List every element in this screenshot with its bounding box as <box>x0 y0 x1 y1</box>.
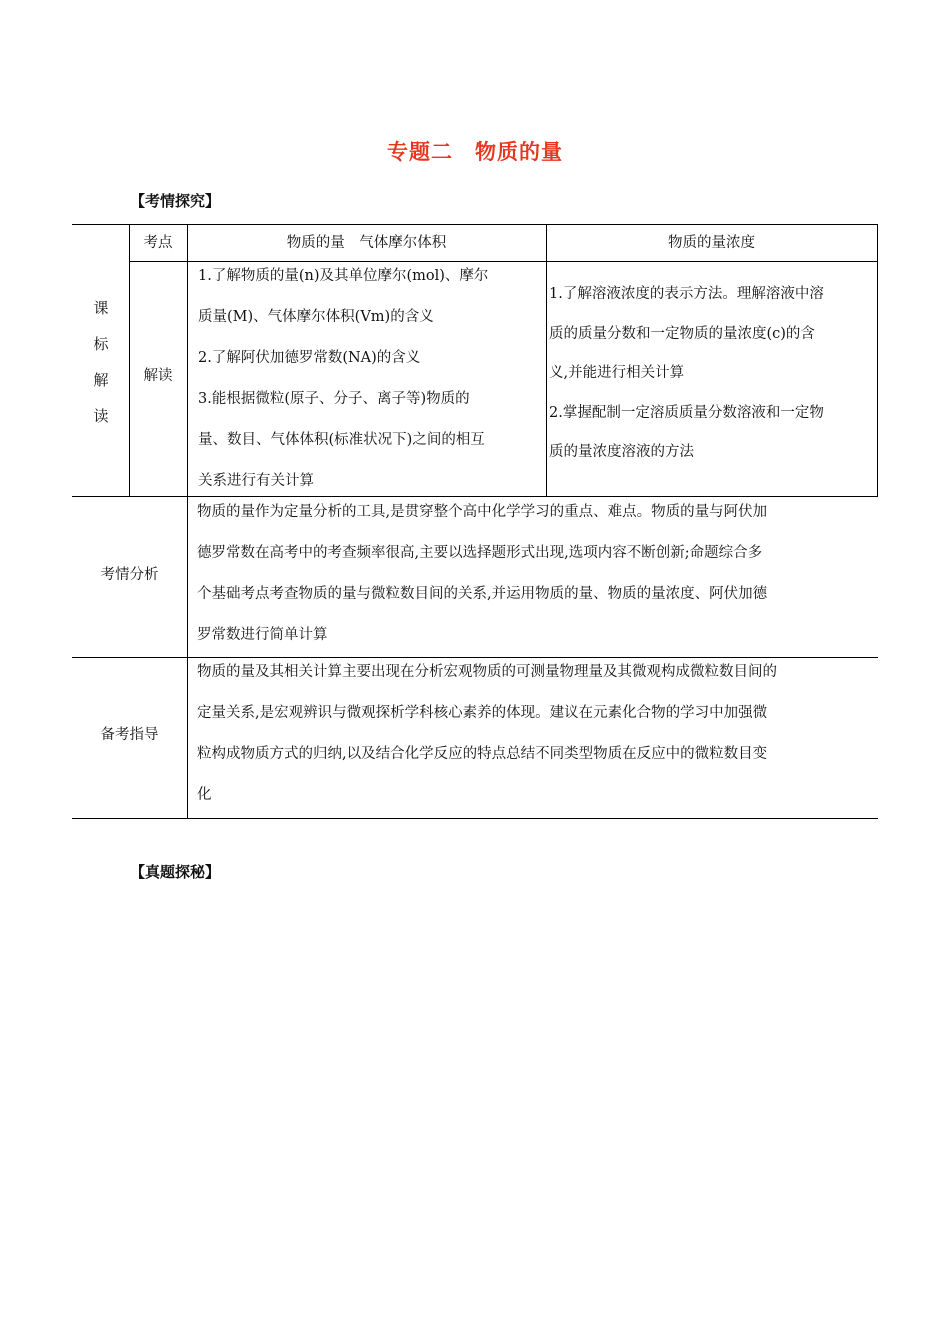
text-line: 3.能根据微粒(原子、分子、离子等)物质的 <box>198 391 470 407</box>
group-label-char: 标 <box>93 335 109 353</box>
text-line: 个基础考点考查物质的量与微粒数目间的关系,并运用物质的量、物质的量浓度、阿伏加德 <box>197 586 768 602</box>
text-line: 1.了解溶液浓度的表示方法。理解溶液中溶 <box>549 286 824 302</box>
text-line: 2.掌握配制一定溶质质量分数溶液和一定物 <box>549 404 824 421</box>
group-label-curriculum-interpretation <box>81 290 121 434</box>
text-line: 质的量浓度溶液的方法 <box>549 444 694 460</box>
table-column-divider <box>187 224 188 818</box>
row-label-exam-analysis: 考情分析 <box>100 567 159 583</box>
page-title: 专题二 物质的量 <box>387 140 563 164</box>
row-label-interpretation: 解读 <box>143 368 173 384</box>
text-line: 物质的量作为定量分析的工具,是贯穿整个高中化学学习的重点、难点。物质的量与阿伏加 <box>197 504 768 520</box>
text-line: 关系进行有关计算 <box>198 473 314 489</box>
section-heading-exam-exploration: 【考情探究】 <box>130 192 221 210</box>
text-line: 粒构成物质方式的归纳,以及结合化学反应的特点总结不同类型物质在反应中的微粒数目变 <box>197 746 768 762</box>
interpretation-col1-text <box>198 256 544 502</box>
section-heading-real-questions: 【真题探秘】 <box>130 863 221 881</box>
row-label-study-guide: 备考指导 <box>100 727 159 743</box>
header-kaodian: 考点 <box>143 235 173 251</box>
table-right-border <box>877 224 878 496</box>
header-substance-amount: 物质的量 气体摩尔体积 <box>286 235 447 251</box>
group-label-char: 读 <box>93 407 109 425</box>
text-line: 质的质量分数和一定物质的量浓度(c)的含 <box>549 325 815 342</box>
table-column-divider <box>546 224 547 496</box>
study-guide-text <box>197 652 872 816</box>
text-line: 1.了解物质的量(n)及其单位摩尔(mol)、摩尔 <box>198 268 489 284</box>
text-line: 罗常数进行简单计算 <box>197 627 328 643</box>
table-bottom-border <box>72 818 878 819</box>
group-label-char: 解 <box>93 371 109 389</box>
text-line: 2.了解阿伏加德罗常数(NA)的含义 <box>198 350 421 366</box>
text-line: 义,并能进行相关计算 <box>549 365 685 381</box>
group-label-char: 课 <box>93 299 109 317</box>
interpretation-col2-text <box>549 275 876 473</box>
text-line: 化 <box>197 787 212 803</box>
exam-analysis-text <box>197 492 872 656</box>
text-line: 量、数目、气体体积(标准状况下)之间的相互 <box>198 432 485 448</box>
text-line: 物质的量及其相关计算主要出现在分析宏观物质的可测量物理量及其微观构成微粒数目间的 <box>197 664 777 680</box>
text-line: 德罗常数在高考中的考查频率很高,主要以选择题形式出现,选项内容不断创新;命题综合多 <box>197 545 763 561</box>
text-line: 定量关系,是宏观辨识与微观探析学科核心素养的体现。建议在元素化合物的学习中加强微 <box>197 705 768 721</box>
header-concentration: 物质的量浓度 <box>668 235 755 251</box>
text-line: 质量(M)、气体摩尔体积(Vm)的含义 <box>198 309 434 325</box>
